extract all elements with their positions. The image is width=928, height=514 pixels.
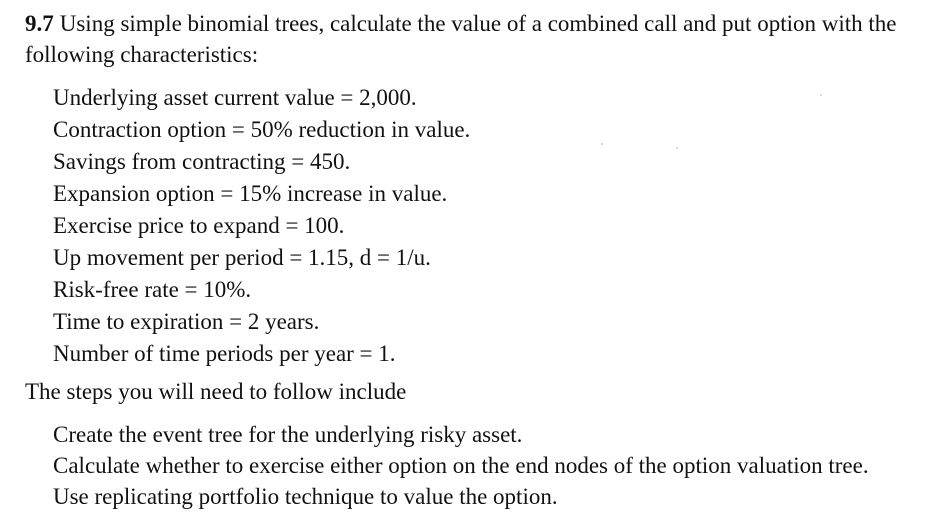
characteristic-item: Savings from contracting = 450. — [53, 149, 351, 174]
characteristics-list — [53, 82, 470, 370]
characteristic-item: Up movement per period = 1.15, d = 1/u. — [53, 245, 431, 270]
characteristic-item: Risk-free rate = 10%. — [53, 277, 252, 302]
characteristic-item: Expansion option = 15% increase in value. — [53, 181, 448, 206]
problem-statement — [25, 8, 905, 70]
problem-number: 9.7 — [25, 11, 54, 36]
step-item: Create the event tree for the underlying risky asset. — [53, 422, 523, 447]
problem-prompt: Using simple binomial trees, calculate the value of a combined call and put option with the following characteristics: — [25, 11, 897, 67]
characteristic-item: Underlying asset current value = 2,000. — [53, 85, 417, 110]
steps-list — [53, 419, 869, 512]
steps-intro: The steps you will need to follow include — [25, 379, 407, 404]
step-item: Calculate whether to exercise either option on the end nodes of the option valuation tree. — [53, 453, 869, 478]
step-item: Use replicating portfolio technique to value the option. — [53, 484, 558, 509]
scan-speck — [676, 147, 678, 149]
characteristic-item: Time to expiration = 2 years. — [53, 309, 320, 334]
characteristic-item: Exercise price to expand = 100. — [53, 213, 345, 238]
characteristic-item: Contraction option = 50% reduction in value. — [53, 117, 471, 142]
scan-speck — [820, 94, 822, 96]
scan-speck — [601, 143, 603, 145]
characteristic-item: Number of time periods per year = 1. — [53, 341, 396, 366]
